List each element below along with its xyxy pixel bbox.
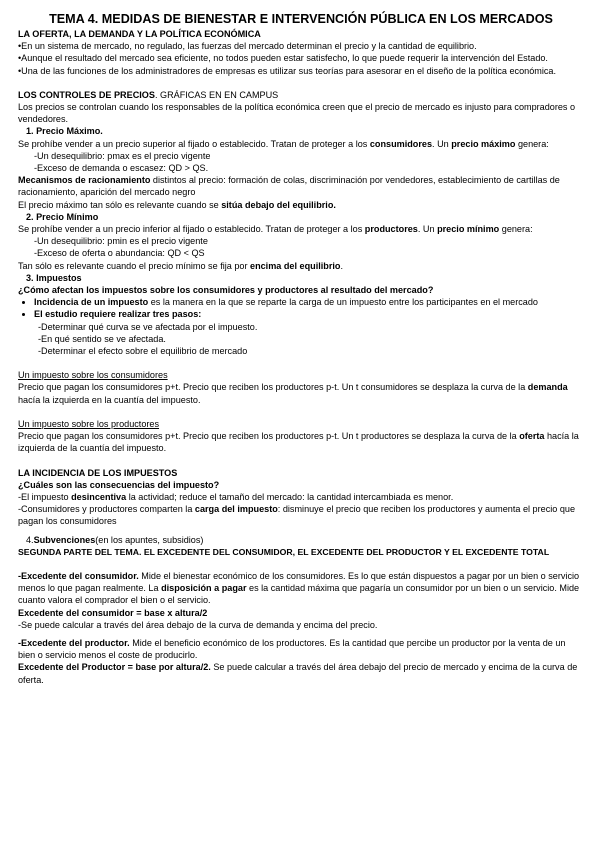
- page-title: TEMA 4. MEDIDAS DE BIENESTAR E INTERVENCIÓN PÚBLICA EN LOS MERCADOS: [49, 12, 553, 26]
- section-heading-controles: [18, 89, 584, 101]
- list-item: -Exceso de oferta o abundancia: QD < QS: [34, 248, 205, 259]
- text-span: distintos al precio: formación de colas, discriminación por vendedores, establecimiento de cartillas de racionamiento, aparición del mercado negro: [18, 175, 560, 198]
- text-span: genera:: [499, 224, 533, 235]
- section-heading-segunda-parte: SEGUNDA PARTE DEL TEMA. EL EXCEDENTE DEL CONSUMIDOR, EL EXCEDENTE DEL PRODUCTOR Y EL EXCEDENTE TOTAL: [18, 546, 550, 557]
- text-span: es la cantidad máxima que pagaría un consumidor por un bien o un servicio. Mide cuanto valora el comprador el bien o el servicio.: [18, 583, 580, 606]
- list-item: [34, 296, 584, 308]
- list-item: -Un desequilibrio: pmin es el precio vigente: [34, 236, 208, 247]
- document-page: [18, 12, 584, 686]
- text-span: hacía la izquierda en la cuantía del impuesto.: [18, 394, 201, 405]
- bold-span: carga del impuesto: [194, 504, 278, 515]
- text-span: Se puede calcular a través del área debajo del precio de mercado y encima de la curva de oferta.: [18, 662, 578, 685]
- bold-span: precio mínimo: [437, 224, 500, 235]
- text-span: (en los apuntes, subsidios): [95, 534, 204, 545]
- text-span: Precio que pagan los consumidores p+t. Precio que reciben los productores p-t. Un t consumidores se desplaza la curva de la: [18, 382, 528, 393]
- text-span: Tan sólo es relevante cuando el precio mínimo se fija por: [18, 260, 251, 271]
- bold-span: consumidores: [369, 138, 433, 149]
- paragraph: [18, 199, 584, 211]
- bold-span: encima del equilibrio: [250, 260, 341, 271]
- list-item: -Determinar qué curva se ve afectada por el impuesto.: [38, 321, 258, 332]
- paragraph: [18, 138, 584, 150]
- formula: Excedente del consumidor = base x altura/2: [18, 607, 208, 618]
- bullet-list: [18, 296, 584, 320]
- paragraph: Los precios se controlan cuando los responsables de la política económica creen que el precio de mercado es injusto para compradores o vendedores.: [18, 102, 576, 125]
- heading-rest: . GRÁFICAS EN EN CAMPUS: [154, 89, 279, 100]
- paragraph: [18, 637, 584, 661]
- text-span: . Un: [432, 138, 452, 149]
- bold-span: Subvenciones: [33, 534, 96, 545]
- question: ¿Cuáles son las consecuencias del impuesto?: [18, 479, 220, 490]
- text-span: El precio máximo tan sólo es relevante cuando se: [18, 199, 222, 210]
- bold-span: -Excedente del consumidor.: [18, 570, 139, 581]
- paragraph: [18, 661, 584, 685]
- text-span: la actividad; reduce el tamaño del mercado: la cantidad intercambiada es menor.: [126, 491, 454, 502]
- paragraph: -Se puede calcular a través del área debajo de la curva de demanda y encima del precio.: [18, 619, 378, 630]
- text-span: Mide el bienestar económico de los consumidores. Es lo que están dispuestos a pagar por un bien o servicio menos lo que pagan realmente. La: [18, 570, 580, 594]
- paragraph: [18, 570, 584, 607]
- list-item: -Exceso de demanda o escasez: QD > QS.: [34, 163, 209, 174]
- subheading-impuesto-consumidores: Un impuesto sobre los consumidores: [18, 370, 168, 381]
- section-heading-oferta: LA OFERTA, LA DEMANDA Y LA POLÍTICA ECONÓMICA: [18, 29, 261, 39]
- subheading-impuestos: 3. Impuestos: [26, 272, 82, 283]
- bold-span: precio máximo: [451, 138, 516, 149]
- paragraph: [18, 381, 584, 405]
- text-span: : disminuye el precio que reciben los productores y aumenta el precio que pagan los consumidores: [18, 504, 576, 527]
- bold-span: desincentiva: [71, 491, 127, 502]
- text-span: -Consumidores y productores comparten la: [18, 504, 195, 515]
- paragraph: [18, 260, 584, 272]
- subheading-subvenciones: [18, 534, 584, 546]
- text-span: .: [340, 260, 344, 271]
- paragraph: [18, 430, 584, 454]
- subheading-precio-minimo: 2. Precio Mínimo: [26, 211, 99, 222]
- text-span: Se prohíbe vender a un precio superior al fijado o establecido. Tratan de proteger a los: [18, 138, 370, 149]
- bold-span: Incidencia de un impuesto: [34, 297, 149, 308]
- bold-span: oferta: [519, 431, 545, 442]
- text-span: Mide el beneficio económico de los productores. Es la cantidad que percibe un productor por la venta de un bien o servicio menos el coste de producirlo.: [18, 637, 566, 661]
- paragraph: [18, 491, 584, 503]
- text-span: Se prohíbe vender a un precio inferior al fijado o establecido. Tratan de proteger a los: [18, 224, 365, 235]
- paragraph: •Una de las funciones de los administradores de empresas es utilizar sus teorías para asesorar en el diseño de la política económica.: [18, 65, 556, 76]
- text-span: genera:: [515, 138, 549, 149]
- paragraph: •En un sistema de mercado, no regulado, las fuerzas del mercado determinan el precio y la cantidad de equilibrio.: [18, 41, 477, 52]
- list-item: -En qué sentido se ve afectada.: [38, 333, 166, 344]
- text-span: -El impuesto: [18, 491, 72, 502]
- list-item: -Un desequilibrio: pmax es el precio vigente: [34, 150, 211, 161]
- text-span: es la manera en la que se reparte la carga de un impuesto entre los participantes en el mercado: [148, 297, 538, 308]
- bold-span: disposición a pagar: [161, 583, 247, 594]
- bold-span: Mecanismos de racionamiento: [18, 175, 151, 186]
- bold-span: productores: [364, 224, 418, 235]
- bold-span: Excedente del Productor = base por altura/2.: [18, 662, 211, 673]
- text-span: 4.: [26, 534, 34, 545]
- list-item: -Determinar el efecto sobre el equilibrio de mercado: [38, 346, 248, 357]
- paragraph: [18, 174, 584, 198]
- text-span: Precio que pagan los consumidores p+t. Precio que reciben los productores p-t. Un t productores se desplaza la curva de la: [18, 431, 520, 442]
- section-heading-incidencia: LA INCIDENCIA DE LOS IMPUESTOS: [18, 467, 178, 478]
- list-item: • El estudio requiere realizar tres pasos:: [34, 308, 584, 320]
- heading-bold: LOS CONTROLES DE PRECIOS: [18, 89, 155, 100]
- paragraph: [18, 503, 584, 527]
- bold-span: -Excedente del productor.: [18, 637, 130, 648]
- subheading-impuesto-productores: Un impuesto sobre los productores: [18, 418, 160, 429]
- subheading-precio-maximo: 1. Precio Máximo.: [26, 126, 103, 137]
- paragraph: [18, 223, 584, 235]
- text-span: hacía la izquierda de la cuantía del impuesto.: [18, 431, 579, 454]
- text-span: . Un: [417, 224, 438, 235]
- bold-span: demanda: [527, 382, 568, 393]
- question: ¿Cómo afectan los impuestos sobre los consumidores y productores al resultado del mercado?: [18, 285, 434, 296]
- bold-span: sitúa debajo del equilibrio.: [221, 199, 336, 210]
- paragraph: •Aunque el resultado del mercado sea eficiente, no todos pueden estar satisfecho, lo que puede requerir la intervención del Estado.: [18, 53, 548, 64]
